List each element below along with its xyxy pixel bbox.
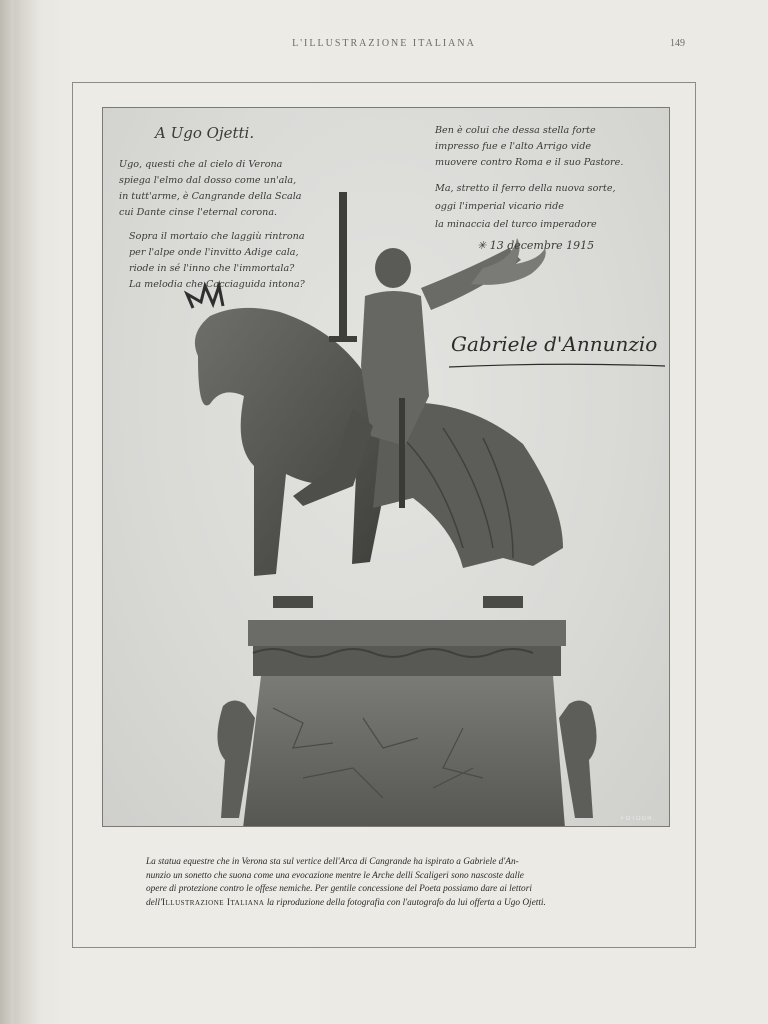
verse-line: Sopra il mortaio che laggiù rintrona: [129, 231, 305, 242]
verse-line: cui Dante cinse l'eternal corona.: [119, 207, 278, 218]
caption-text: dell': [146, 897, 162, 908]
verse-line: oggi l'imperial vicario ride: [435, 201, 564, 212]
signature-underline: [447, 362, 667, 370]
verse-line: impresso fue e l'alto Arrigo vide: [435, 141, 592, 152]
verse-line: Ugo, questi che al cielo di Verona: [119, 159, 283, 170]
caption: [146, 856, 636, 910]
pedestal: [217, 620, 596, 827]
caption-text: la riproduzione della fotografia con l'autografo da lui offerta a Ugo Ojetti.: [264, 897, 546, 908]
verse-line: per l'alpe onde l'invitto Adige cala,: [129, 247, 299, 258]
verse-line: spiega l'elmo dal dosso come un'ala,: [119, 175, 297, 186]
autograph-date: ✳ 13 decembre 1915: [477, 239, 595, 252]
caption-line-last: [146, 897, 636, 911]
running-head: L'ILLUSTRAZIONE ITALIANA: [292, 38, 476, 49]
signature: Gabriele d'Annunzio: [451, 332, 658, 356]
verse-line: Ben è colui che dessa stella forte: [435, 125, 596, 136]
verse-line: muovere contro Roma e il suo Pastore.: [435, 157, 624, 168]
statue-photograph: [102, 107, 670, 827]
page-number: 149: [670, 38, 685, 49]
verse-line: Ma, stretto il ferro della nuova sorte,: [435, 183, 616, 194]
verse-line: riode in sé l'inno che l'immortala?: [129, 263, 295, 274]
verse-line: La melodia che Cacciaguida intona?: [129, 279, 305, 290]
dedication: A Ugo Ojetti.: [155, 124, 255, 142]
caption-line: opere di protezione contro le offese nemiche. Per gentile concessione del Poeta possiamo dare ai lettori: [146, 884, 532, 894]
verse-line: la minaccia del turco imperadore: [435, 219, 597, 230]
caption-line: La statua equestre che in Verona sta sul vertice dell'Arca di Cangrande ha ispirato a Gabriele d'An-: [146, 857, 519, 867]
page-gutter: [0, 0, 14, 1024]
magazine-name: Illustrazione Italiana: [161, 897, 265, 908]
photo-credit: FOTOGR.: [621, 816, 656, 822]
caption-line: nunzio un sonetto che suona come una evocazione mentre le Arche delli Scaligeri sono nascoste dalle: [146, 870, 524, 881]
verse-line: in tutt'arme, è Cangrande della Scala: [119, 191, 302, 202]
